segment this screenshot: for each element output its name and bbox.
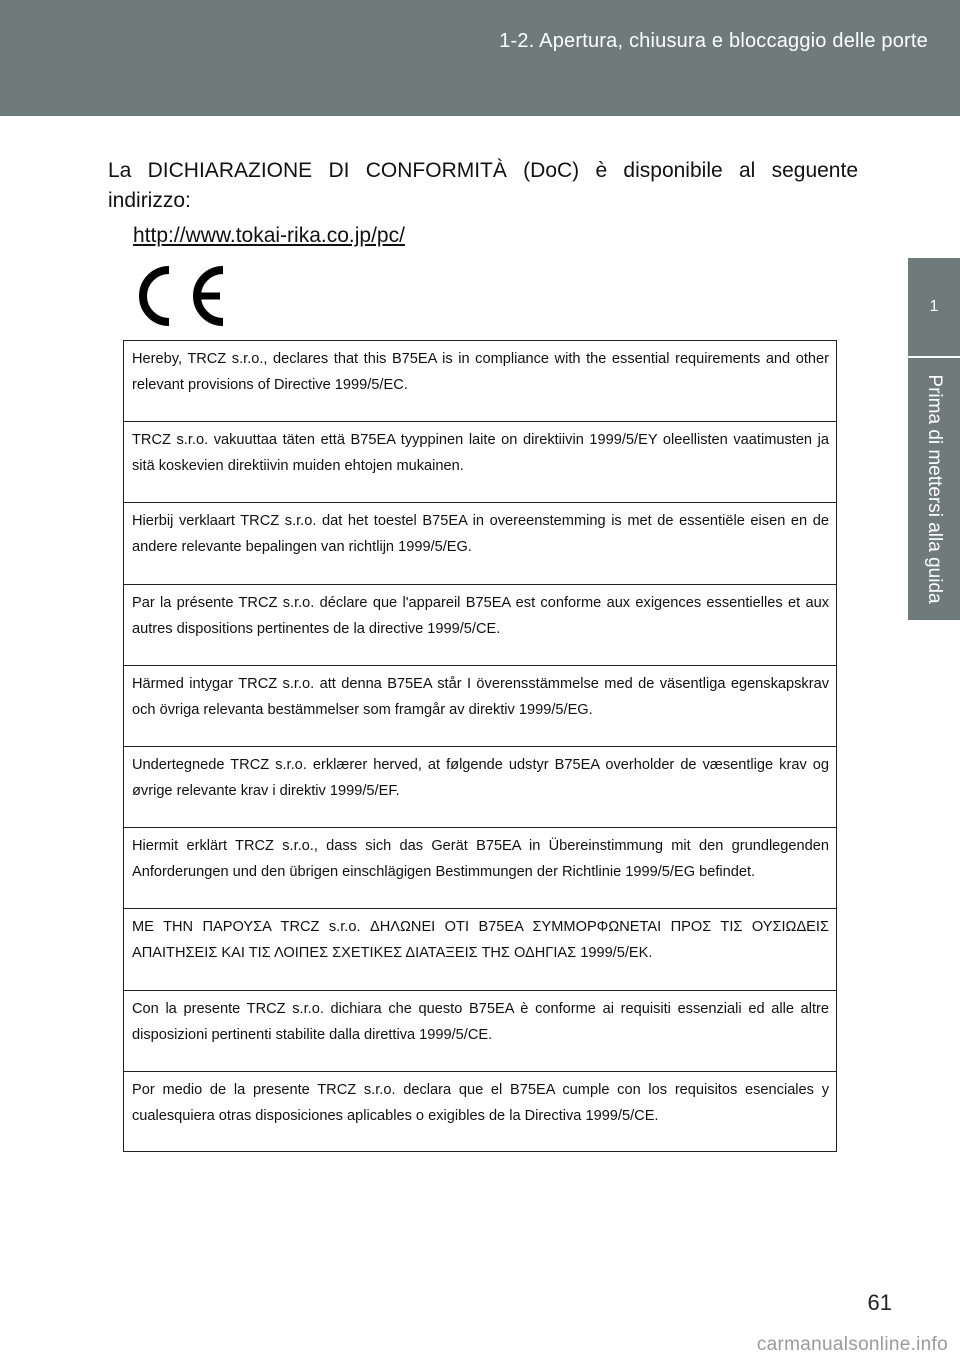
ce-mark-icon [136,262,228,330]
declaration-da: Undertegnede TRCZ s.r.o. erklærer herved, at følgende udstyr B75EA overholder de væsentlige krav og øvrige relevante krav i direktiv 1999/5/EF. [124,747,836,828]
declaration-es: Por medio de la presente TRCZ s.r.o. declara que el B75EA cumple con los requisitos esenciales y cualesquiera otras disposiciones aplicables o exigibles de la Directiva 1999/5/CE. [132,1081,829,1124]
declaration-it: Con la presente TRCZ s.r.o. dichiara che questo B75EA è conforme ai requisiti essenziali ed alle altre disposizioni pertinenti stabilite dalla direttiva 1999/5/CE. [124,991,836,1072]
section-title: 1-2. Apertura, chiusura e bloccaggio delle porte [499,30,928,52]
declaration-fr: Par la présente TRCZ s.r.o. déclare que l'appareil B75EA est conforme aux exigences essentielles et aux autres dispositions pertinentes de la directive 1999/5/CE. [124,585,836,666]
declaration-fi: TRCZ s.r.o. vakuuttaa täten että B75EA tyyppinen laite on direktiivin 1999/5/EY oleellisten vaatimusten ja sitä koskevien direktiivin muiden ehtojen mukainen. [124,422,836,503]
watermark: carmanualsonline.info [756,1334,948,1355]
chapter-tab [908,358,960,620]
header-band [0,0,960,116]
chapter-tab-label: Prima di mettersi alla guida [924,374,945,604]
doc-url-link[interactable]: http://www.tokai-rika.co.jp/pc/ [133,224,405,247]
declaration-nl: Hierbij verklaart TRCZ s.r.o. dat het toestel B75EA in overeenstemming is met de essentiële eisen en de andere relevante bepalingen van richtlijn 1999/5/EG. [124,503,836,584]
declaration-table [123,340,837,1152]
declaration-de: Hiermit erklärt TRCZ s.r.o., dass sich das Gerät B75EA in Übereinstimmung mit den grundlegenden Anforderungen und den übrigen einschlägigen Bestimmungen der Richtlinie 1999/5/EG befindet. [124,828,836,909]
declaration-sv: Härmed intygar TRCZ s.r.o. att denna B75EA står I överensstämmelse med de väsentliga egenskapskrav och övriga relevanta bestämmelser som framgår av direktiv 1999/5/EG. [124,666,836,747]
chapter-tab-number: 1 [908,258,960,356]
declaration-el: ΜΕ ΤΗΝ ΠΑΡΟΥΣΑ TRCZ s.r.o. ΔΗΛΩΝΕΙ ΟΤΙ B75EA ΣΥΜΜΟΡΦΩΝΕΤΑΙ ΠΡΟΣ ΤΙΣ ΟΥΣΙΩΔΕΙΣ ΑΠΑΙΤΗΣΕΙΣ ΚΑΙ ΤΙΣ ΛΟΙΠΕΣ ΣΧΕΤΙΚΕΣ ΔΙΑΤΑΞΕΙΣ ΤΗΣ ΟΔΗΓΙΑΣ 1999/5/ΕΚ. [124,909,836,990]
declaration-en: Hereby, TRCZ s.r.o., declares that this B75EA is in compliance with the essential requirements and other relevant provisions of Directive 1999/5/EC. [124,341,836,422]
page-number: 61 [867,1290,892,1315]
intro-paragraph: La DICHIARAZIONE DI CONFORMITÀ (DoC) è disponibile al seguente indirizzo: [108,159,858,212]
